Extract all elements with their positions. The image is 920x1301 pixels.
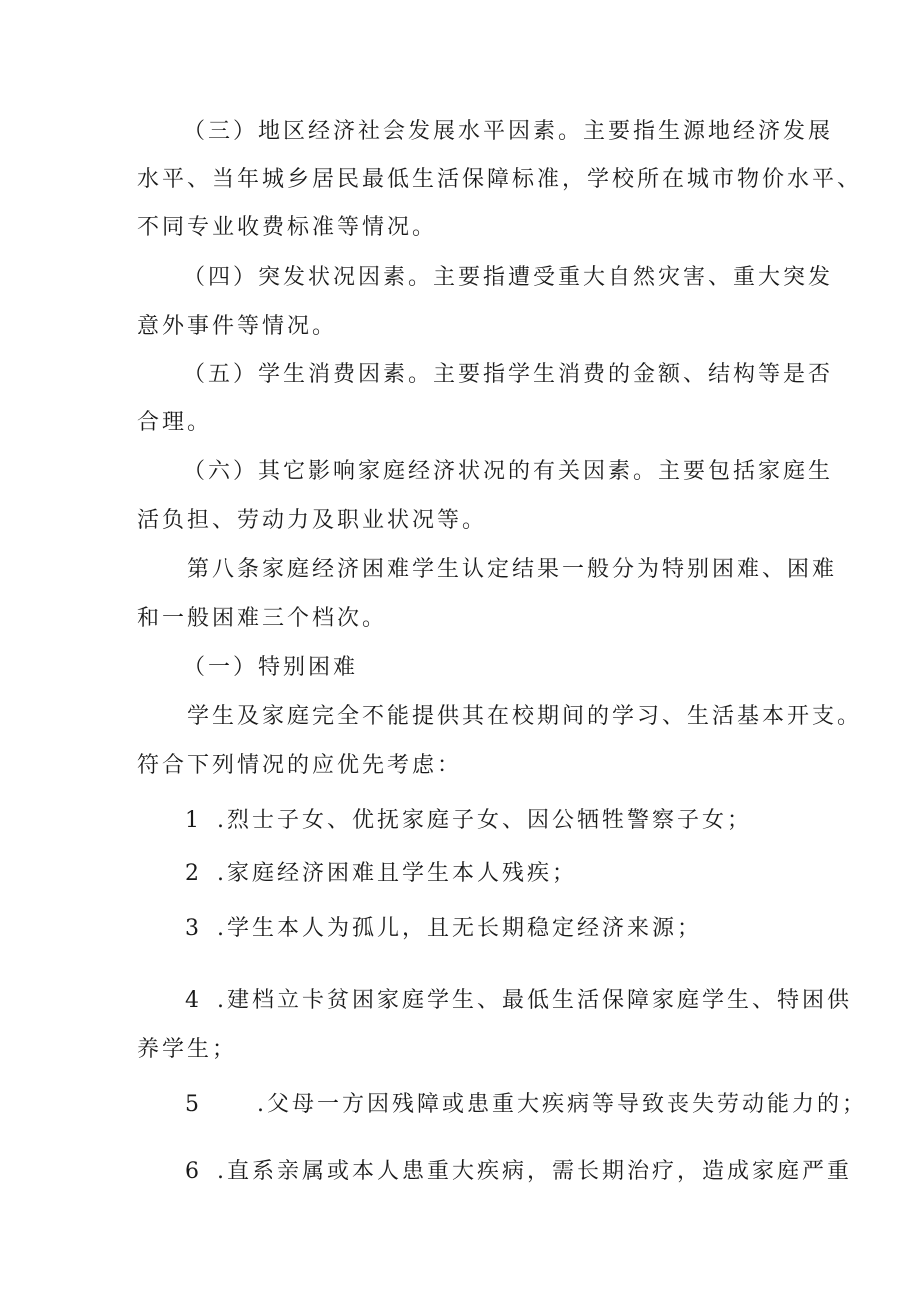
list-item-number: 6 [185, 1159, 199, 1184]
para-4-line-1: （四）突发状况因素。主要指遭受重大自然灾害、重大突发 [183, 265, 834, 290]
para-3-line-3: 不同专业收费标准等情况。 [137, 215, 438, 240]
para-6-line-1: （六）其它影响家庭经济状况的有关因素。主要包括家庭生 [183, 459, 834, 484]
level-1-heading: （一）特别困难 [183, 655, 359, 680]
para-5-line-1: （五）学生消费因素。主要指学生消费的金额、结构等是否 [183, 362, 834, 387]
list-item-number: 4 [185, 988, 199, 1013]
list-item-text: .父母一方因残障或患重大疾病等导致丧失劳动能力的； [257, 1092, 867, 1117]
list-item-text: .烈士子女、优抚家庭子女、因公牺牲警察子女； [217, 808, 752, 833]
para-5-line-2: 合理。 [137, 410, 213, 435]
list-item-number: 5 [185, 1092, 199, 1117]
list-item-text: .直系亲属或本人患重大疾病，需长期治疗，造成家庭严重 [217, 1159, 852, 1184]
list-item-text: .家庭经济困难且学生本人残疾； [217, 861, 577, 886]
para-3-line-2: 水平、当年城乡居民最低生活保障标准，学校所在城市物价水平、 [137, 167, 863, 192]
list-item-6 [185, 1158, 852, 1186]
list-item-4-line-2: 养学生； [137, 1037, 238, 1062]
list-item-1 [185, 807, 752, 835]
list-item-2 [185, 860, 577, 888]
list-item-4-line-1 [185, 987, 852, 1015]
para-6-line-2: 活负担、劳动力及职业状况等。 [137, 508, 488, 533]
list-item-number: 2 [185, 861, 199, 886]
list-item-number: 3 [185, 916, 199, 941]
article-8-line-2: 和一般困难三个档次。 [137, 606, 388, 631]
list-item-5 [185, 1091, 867, 1119]
article-8-line-1: 第八条家庭经济困难学生认定结果一般分为特别困难、困难 [187, 557, 838, 582]
list-item-text: .学生本人为孤儿，且无长期稳定经济来源； [217, 916, 702, 941]
list-item-text: .建档立卡贫困家庭学生、最低生活保障家庭学生、特困供 [217, 988, 852, 1013]
para-4-line-2: 意外事件等情况。 [137, 314, 338, 339]
level-1-desc-line-1: 学生及家庭完全不能提供其在校期间的学习、生活基本开支。 [187, 704, 863, 729]
para-3-line-1: （三）地区经济社会发展水平因素。主要指生源地经济发展 [183, 119, 834, 144]
list-item-number: 1 [185, 808, 199, 833]
list-item-3 [185, 915, 702, 943]
level-1-desc-line-2: 符合下列情况的应优先考虑： [137, 753, 463, 778]
